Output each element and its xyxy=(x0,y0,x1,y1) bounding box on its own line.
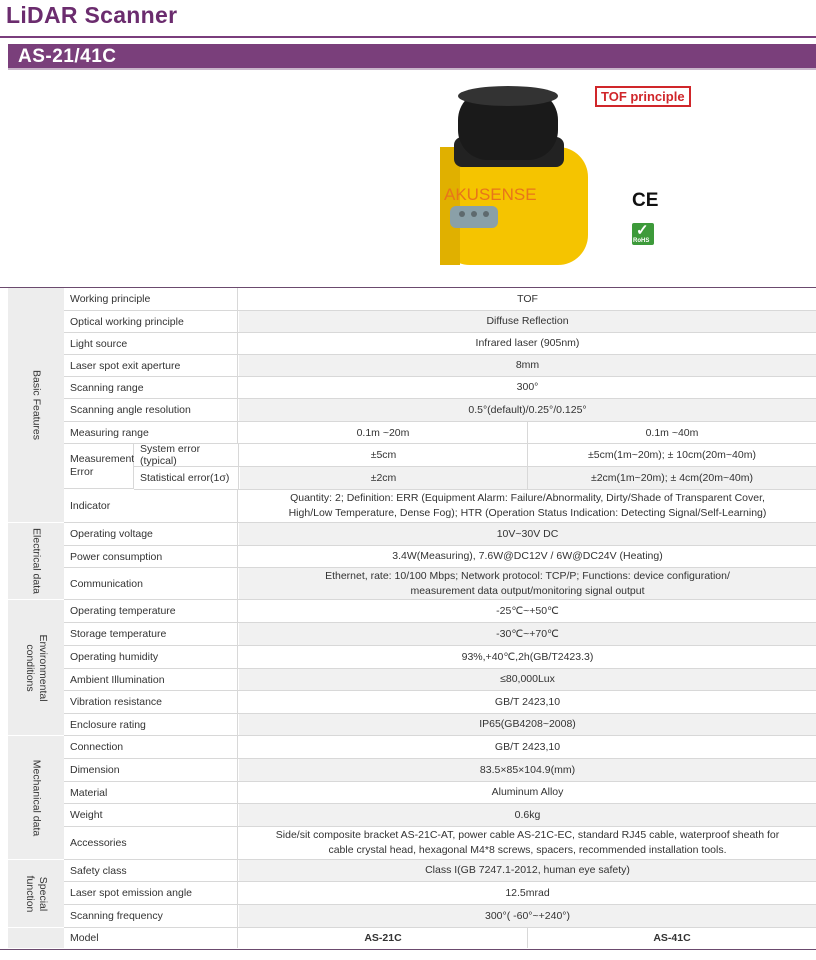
spec-value-as41: 0.1m ~40m xyxy=(645,426,699,439)
spec-label: Connection xyxy=(64,736,238,758)
spec-label: Storage temperature xyxy=(64,623,238,645)
spec-value: Class I(GB 7247.1-2012, human eye safety) xyxy=(239,860,816,881)
spec-label: Statistical error(1σ) xyxy=(134,467,239,489)
spec-label: Measuring range xyxy=(64,422,238,443)
spec-row-working-principle xyxy=(64,288,816,311)
spec-label: Indicator xyxy=(64,490,238,522)
spec-label: Communication xyxy=(64,568,238,599)
spec-label: Optical working principle xyxy=(64,311,238,332)
spec-row-measuring-range xyxy=(64,422,816,444)
spec-label: Ambient Illumination xyxy=(64,669,238,690)
spec-value: 0.5°(default)/0.25°/0.125° xyxy=(239,399,816,421)
spec-row-scan-frequency xyxy=(64,905,816,928)
spec-row-enclosure xyxy=(64,714,816,736)
spec-label: Laser spot emission angle xyxy=(64,882,238,904)
spec-row-light-source xyxy=(64,333,816,355)
spec-value-line: High/Low Temperature, Dense Fog); HTR (Operation Status Indication: Detecting Signal/Self-Learning) xyxy=(288,507,767,519)
spec-label: Scanning angle resolution xyxy=(64,399,238,421)
spec-value-as41: ±5cm(1m~20m); ± 10cm(20m~40m) xyxy=(588,449,756,461)
spec-value: 12.5mrad xyxy=(505,886,550,899)
spec-row-vibration xyxy=(64,691,816,714)
spec-row-illumination xyxy=(64,669,816,691)
spec-value-as21: ±2cm xyxy=(240,467,528,489)
spec-value xyxy=(239,490,816,522)
spec-label: Scanning range xyxy=(64,377,238,398)
spec-row-storage-temp xyxy=(64,623,816,646)
spec-row-accessories xyxy=(64,827,816,860)
section-basic-features xyxy=(8,288,64,523)
spec-label: Enclosure rating xyxy=(64,714,238,735)
spec-value-as41: ±2cm(1m~20m); ± 4cm(20m~40m) xyxy=(528,467,816,489)
spec-value: 300° xyxy=(516,381,539,393)
spec-row-optical-principle xyxy=(64,311,816,333)
spec-value-as21: ±5cm xyxy=(240,444,528,466)
spec-value xyxy=(239,568,816,599)
spec-row-power-consumption xyxy=(64,546,816,568)
spec-row-system-error xyxy=(134,444,816,467)
spec-row-weight xyxy=(64,804,816,827)
spec-value: -25℃~+50℃ xyxy=(496,604,559,617)
spec-row-dimension xyxy=(64,759,816,782)
spec-value: TOF xyxy=(517,292,538,305)
model-row-spacer xyxy=(8,928,64,949)
spec-label: Laser spot exit aperture xyxy=(64,355,238,376)
spec-value: GB/T 2423,10 xyxy=(494,740,561,753)
spec-label: Operating humidity xyxy=(64,646,238,668)
spec-value: 300°( -60°~+240°) xyxy=(239,905,816,927)
section-label: Basic Features xyxy=(30,369,43,441)
spec-value: IP65(GB4208~2008) xyxy=(239,714,816,735)
measurement-error-label: Measurement Error xyxy=(64,444,134,489)
spec-row-connection xyxy=(64,736,816,759)
spec-value-line: Side/sit composite bracket AS-21C-AT, power cable AS-21C-EC, standard RJ45 cable, waterproof sheath for xyxy=(275,829,780,841)
spec-row-safety-class xyxy=(64,860,816,882)
spec-row-angle-resolution xyxy=(64,399,816,422)
spec-label: Accessories xyxy=(64,827,238,859)
tof-principle-badge: TOF principle xyxy=(595,86,691,107)
spec-value: 10V~30V DC xyxy=(239,523,816,545)
spec-value: Infrared laser (905nm) xyxy=(475,337,580,349)
rohs-icon: ✓ RoHS xyxy=(632,223,654,245)
spec-row-operating-temp xyxy=(64,600,816,623)
spec-label: Operating voltage xyxy=(64,523,238,545)
spec-label: Model xyxy=(64,928,238,948)
spec-value-line: Quantity: 2; Definition: ERR (Equipment Alarm: Failure/Abnormality, Dirty/Shade of Transparent Cover, xyxy=(290,492,765,504)
section-label: Electrical data xyxy=(30,528,43,594)
section-mechanical-data xyxy=(8,736,64,860)
spec-value-as21: 0.1m ~20m xyxy=(239,422,528,443)
spec-label: System error (typical) xyxy=(134,444,239,466)
spec-value: 93%,+40℃,2h(GB/T2423.3) xyxy=(461,650,594,663)
spec-label: Vibration resistance xyxy=(64,691,238,713)
spec-row-model xyxy=(64,928,816,948)
section-special-function xyxy=(8,860,64,928)
model-as21: AS-21C xyxy=(239,928,528,948)
section-electrical-data xyxy=(8,523,64,600)
spec-label: Light source xyxy=(64,333,238,354)
spec-row-material xyxy=(64,782,816,804)
rohs-label: RoHS xyxy=(633,238,650,244)
model-banner xyxy=(8,44,816,68)
spec-value: ≤80,000Lux xyxy=(239,669,816,690)
section-label: Mechanical data xyxy=(30,759,43,836)
model-name: AS-21/41C xyxy=(18,46,117,67)
banner-divider xyxy=(8,68,816,70)
section-environmental xyxy=(8,600,64,736)
ce-mark: CE xyxy=(632,190,659,211)
spec-label: Operating temperature xyxy=(64,600,238,622)
spec-value: -30℃~+70℃ xyxy=(239,623,816,645)
spec-row-humidity xyxy=(64,646,816,669)
spec-row-scanning-range xyxy=(64,377,816,399)
spec-label: Material xyxy=(64,782,238,803)
section-label: Special function xyxy=(24,875,49,912)
spec-value xyxy=(239,827,816,859)
spec-row-communication xyxy=(64,568,816,600)
spec-row-indicator xyxy=(64,490,816,523)
spec-value: Diffuse Reflection xyxy=(239,311,816,332)
spec-value: 83.5×85×104.9(mm) xyxy=(239,759,816,781)
spec-value: Aluminum Alloy xyxy=(491,786,564,798)
lidar-product-image xyxy=(440,82,590,272)
spec-row-statistical-error xyxy=(134,467,816,490)
model-as41: AS-41C xyxy=(653,932,691,944)
section-label: Environmental conditions xyxy=(24,633,49,702)
spec-label: Working principle xyxy=(64,288,238,310)
spec-value: 8mm xyxy=(239,355,816,376)
spec-row-operating-voltage xyxy=(64,523,816,546)
spec-value: 0.6kg xyxy=(239,804,816,826)
spec-value: GB/T 2423,10 xyxy=(494,695,561,708)
spec-value-line: cable crystal head, hexagonal M4*8 screws, spacers, recommended installation tools. xyxy=(328,844,727,856)
spec-label: Safety class xyxy=(64,860,238,881)
spec-value: 3.4W(Measuring), 7.6W@DC12V / 6W@DC24V (Heating) xyxy=(392,550,663,562)
spec-label: Scanning frequency xyxy=(64,905,238,927)
spec-row-laser-aperture xyxy=(64,355,816,377)
spec-label: Weight xyxy=(64,804,238,826)
spec-label: Power consumption xyxy=(64,546,238,567)
spec-row-emission-angle xyxy=(64,882,816,905)
product-brand: AKUSENSE xyxy=(444,185,537,204)
spec-label: Dimension xyxy=(64,759,238,781)
page-title: LiDAR Scanner xyxy=(6,2,178,28)
spec-value-line: Ethernet, rate: 10/100 Mbps; Network protocol: TCP/P; Functions: device configuration/ xyxy=(325,569,730,582)
title-divider xyxy=(0,36,816,38)
spec-value-line: measurement data output/monitoring signal output xyxy=(410,584,645,597)
